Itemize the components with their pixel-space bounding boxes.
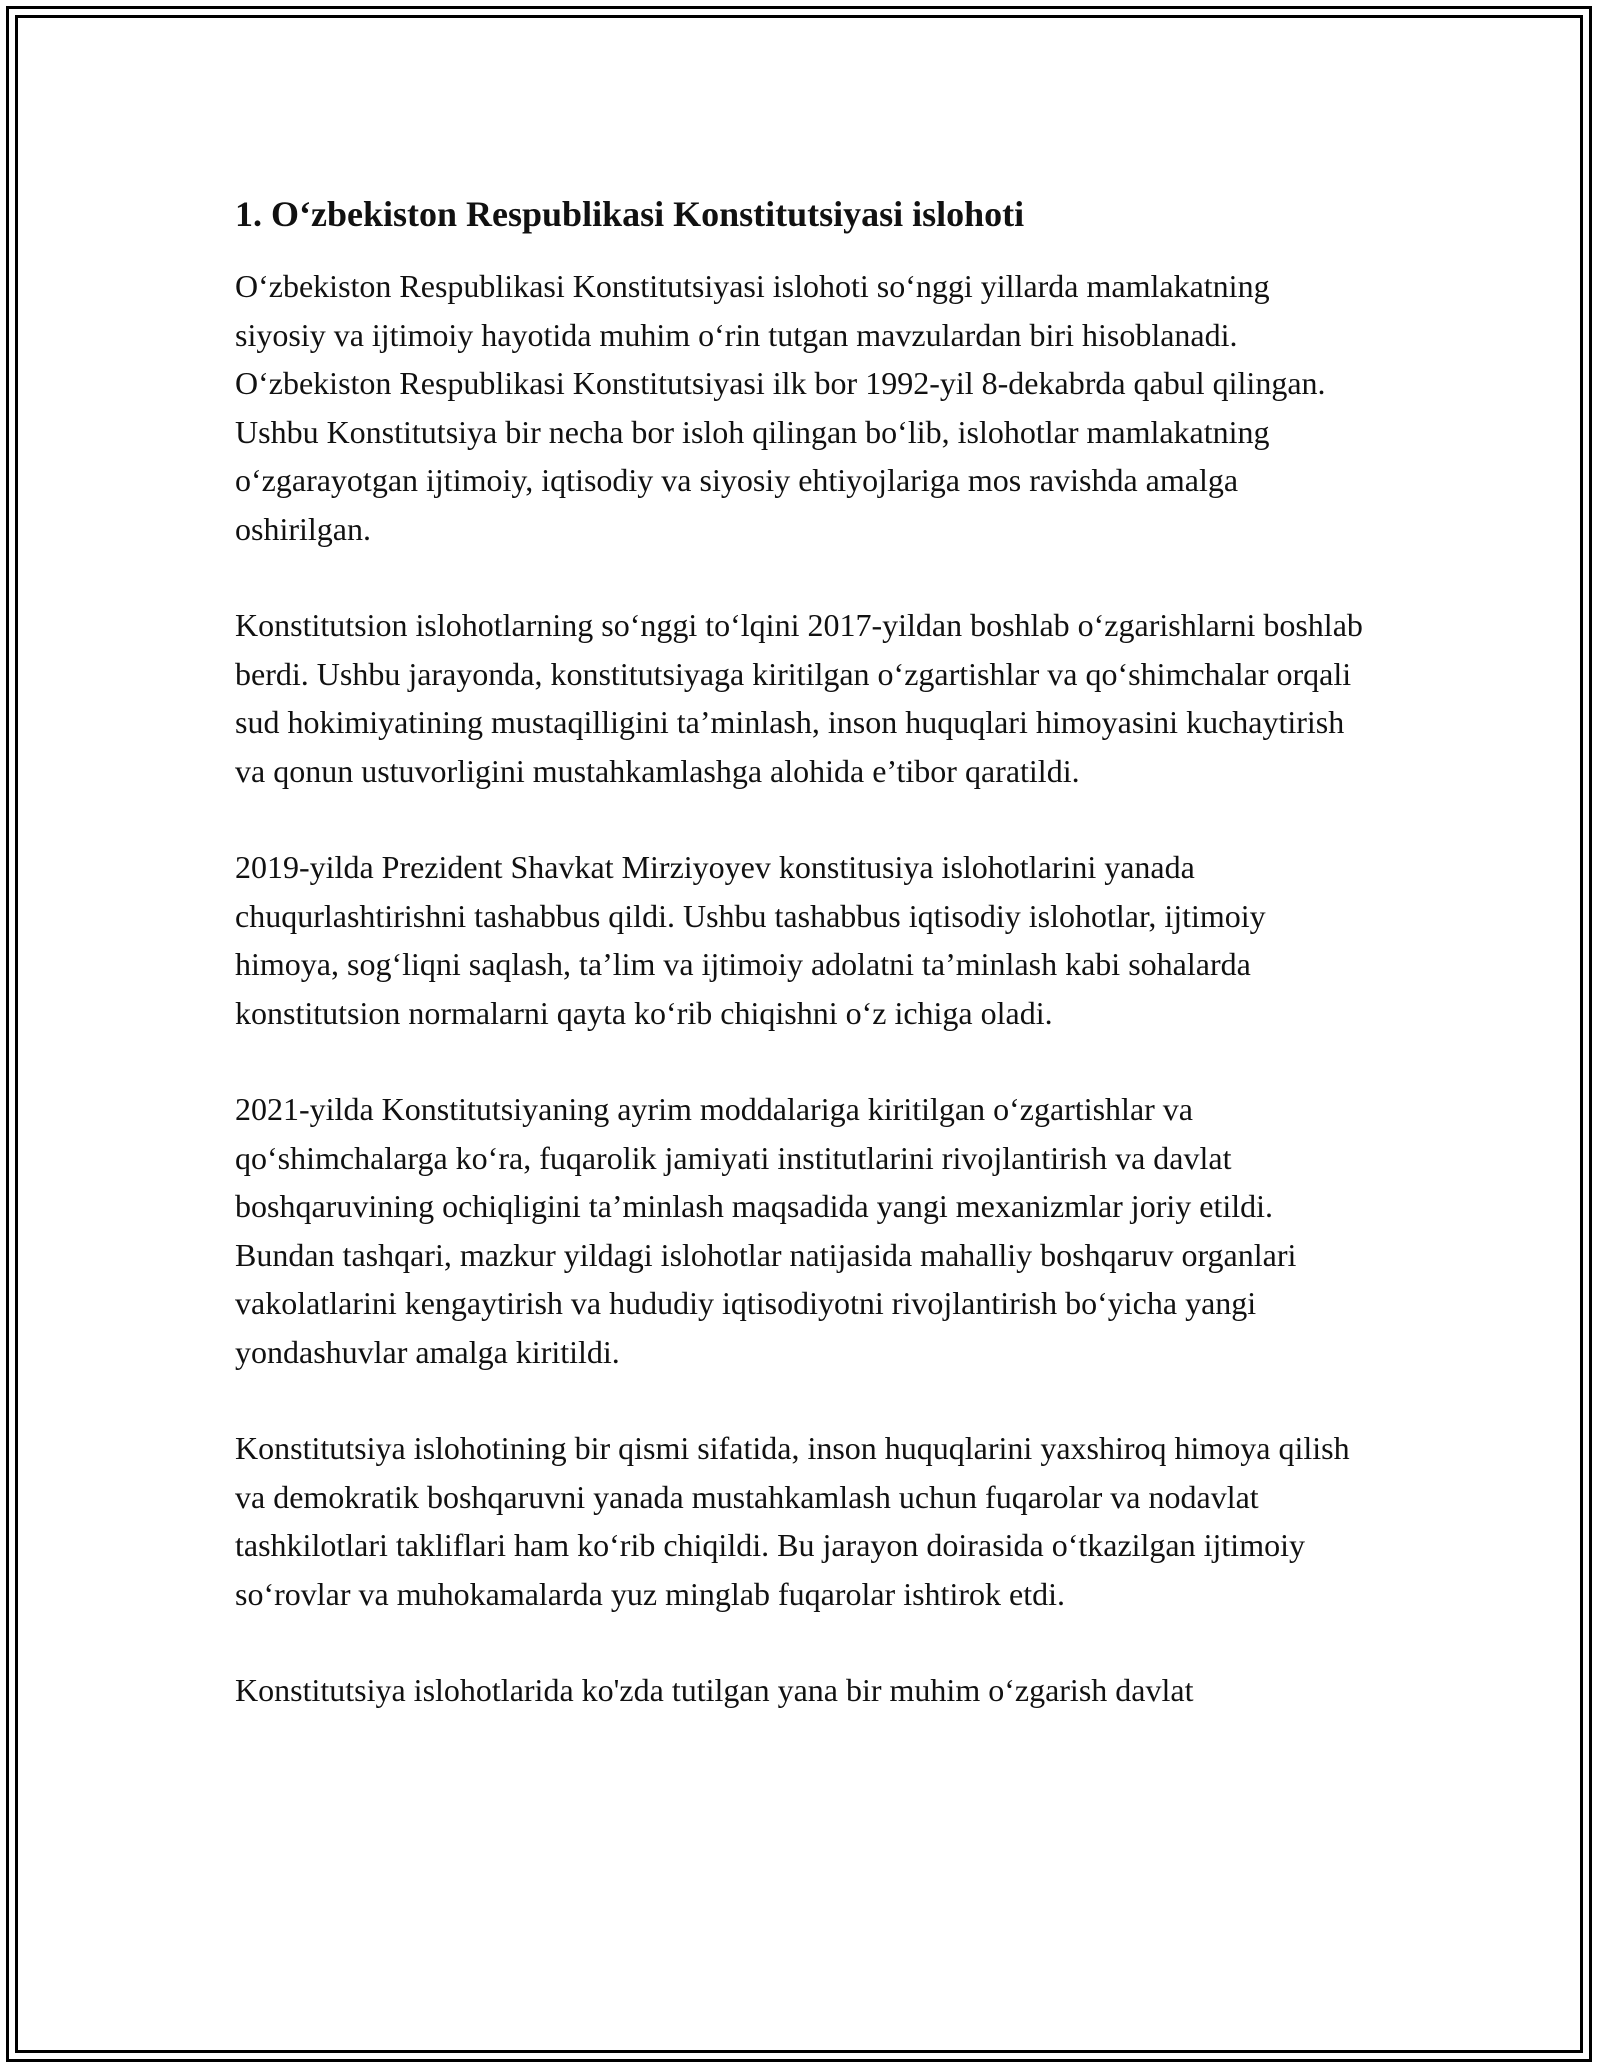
- paragraph-2: Konstitutsion islohotlarning so‘nggi to‘lqini 2017-yildan boshlab o‘zgarishlarni boshlab berdi. Ushbu jarayonda, konstitutsiyaga kiritilgan o‘zgartishlar va qo‘shimchalar orqali sud hokimiyatining mustaqilligini ta’minlash, inson huquqlari himoyasini kuchaytirish va qonun ustuvorligini mustahkamlashga alohida e’tibor qaratildi.: [235, 607, 1363, 789]
- section-heading: 1. O‘zbekiston Respublikasi Konstitutsiyasi islohoti: [235, 194, 1025, 234]
- document-body: [235, 192, 1365, 1763]
- paragraph-6: Konstitutsiya islohotlarida ko'zda tutilgan yana bir muhim o‘zgarish davlat: [235, 1672, 1194, 1708]
- paragraph-5: Konstitutsiya islohotining bir qismi sifatida, inson huquqlarini yaxshiroq himoya qilish va demokratik boshqaruvni yanada mustahkamlash uchun fuqarolar va nodavlat tashkilotlari takliflari ham ko‘rib chiqildi. Bu jarayon doirasida o‘tkazilgan ijtimoiy so‘rovlar va muhokamalarda yuz minglab fuqarolar ishtirok etdi.: [235, 1430, 1350, 1612]
- paragraph-1: O‘zbekiston Respublikasi Konstitutsiyasi islohoti so‘nggi yillarda mamlakatning siyosiy va ijtimoiy hayotida muhim o‘rin tutgan mavzulardan biri hisoblanadi. O‘zbekiston Respublikasi Konstitutsiyasi ilk bor 1992-yil 8-dekabrda qabul qilingan. Ushbu Konstitutsiya bir necha bor isloh qilingan bo‘lib, islohotlar mamlakatning o‘zgarayotgan ijtimoiy, iqtisodiy va siyosiy ehtiyojlariga mos ravishda amalga oshirilgan.: [235, 268, 1326, 547]
- paragraph-4: 2021-yilda Konstitutsiyaning ayrim moddalariga kiritilgan o‘zgartishlar va qo‘shimchalarga ko‘ra, fuqarolik jamiyati institutlarini rivojlantirish va davlat boshqaruvining ochiqligini ta’minlash maqsadida yangi mexanizmlar joriy etildi. Bundan tashqari, mazkur yildagi islohotlar natijasida mahalliy boshqaruv organlari vakolatlarini kengaytirish va hududiy iqtisodiyotni rivojlantirish bo‘yicha yangi yondashuvlar amalga kiritildi.: [235, 1091, 1297, 1370]
- paragraph-3: 2019-yilda Prezident Shavkat Mirziyoyev konstitusiya islohotlarini yanada chuqurlashtirishni tashabbus qildi. Ushbu tashabbus iqtisodiy islohotlar, ijtimoiy himoya, sog‘liqni saqlash, ta’lim va ijtimoiy adolatni ta’minlash kabi sohalarda konstitutsion normalarni qayta ko‘rib chiqishni o‘z ichiga oladi.: [235, 849, 1266, 1031]
